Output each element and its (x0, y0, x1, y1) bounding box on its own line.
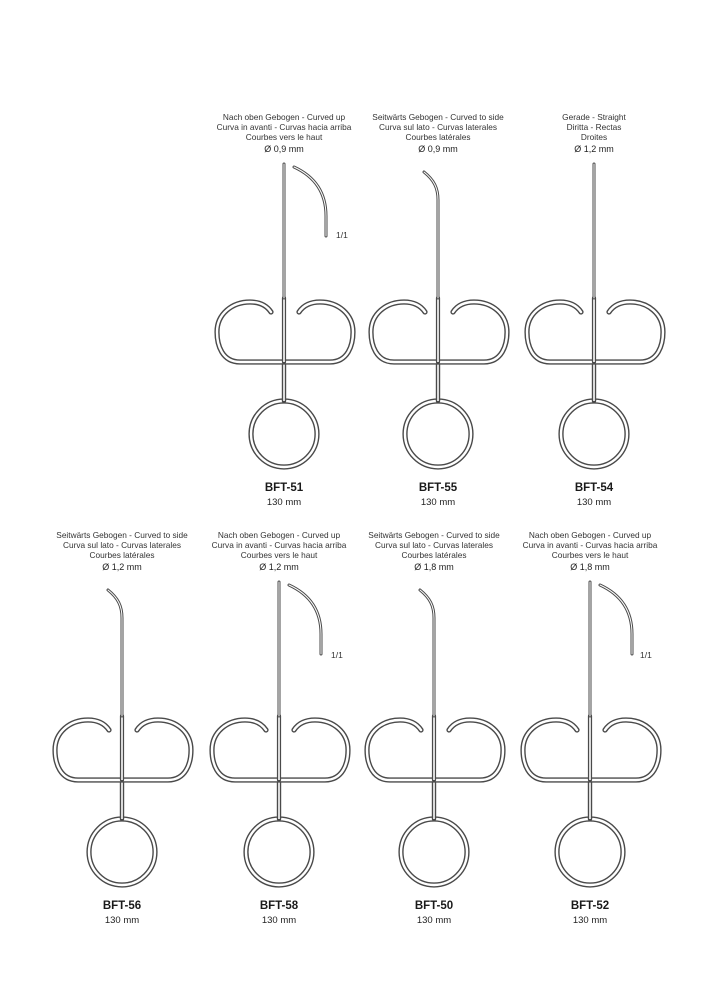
diameter-label: Ø 1,8 mm (570, 562, 610, 572)
diameter-label: Ø 1,2 mm (574, 144, 614, 154)
description-line: Nach oben Gebogen - Curved up (222, 112, 346, 122)
description-line: Seitwärts Gebogen - Curved to side (372, 112, 504, 122)
description-line: Seitwärts Gebogen - Curved to side (368, 530, 500, 540)
description-line: Courbes vers le haut (245, 132, 323, 143)
product-code: BFT-54 (574, 482, 614, 494)
product-length: 130 mm (420, 497, 456, 508)
diameter-label: Ø 1,2 mm (102, 562, 142, 572)
diameter-label: Ø 1,8 mm (414, 562, 454, 572)
product-code: BFT-56 (102, 900, 142, 912)
finger-ring-inner (557, 819, 623, 885)
probe-tip (420, 590, 434, 716)
description-line: Diritta - Rectas (566, 122, 622, 133)
diameter-label: Ø 0,9 mm (264, 144, 304, 154)
description-line: Nach oben Gebogen - Curved up (217, 530, 341, 540)
description-line: Droites (580, 132, 608, 143)
tip-detail-curve-inner (600, 585, 632, 654)
product-code: BFT-51 (264, 482, 304, 494)
description-line: Gerade - Straight (562, 112, 626, 122)
finger-ring-inner (89, 819, 155, 885)
description-line: Seitwärts Gebogen - Curved to side (56, 530, 188, 540)
scale-label: 1/1 (331, 650, 343, 660)
product-length: 130 mm (416, 915, 452, 926)
product-code: BFT-55 (418, 482, 458, 494)
probe-tip (108, 590, 122, 716)
product-length: 130 mm (576, 497, 612, 508)
diameter-label: Ø 0,9 mm (418, 144, 458, 154)
instrument-drawing (494, 112, 694, 472)
description-line: Curva sul lato - Curvas laterales (374, 540, 494, 551)
probe-tip (424, 172, 438, 298)
finger-ring-inner (561, 401, 627, 467)
description-line: Courbes vers le haut (240, 550, 318, 561)
description-line: Courbes latérales (405, 132, 471, 143)
product-length: 130 mm (104, 915, 140, 926)
product-length: 130 mm (266, 497, 302, 508)
description-line: Courbes latérales (401, 550, 467, 561)
description-line: Curva in avanti - Curvas hacia arriba (522, 540, 658, 551)
product-length: 130 mm (261, 915, 297, 926)
product-code: BFT-52 (570, 900, 610, 912)
finger-ring-inner (401, 819, 467, 885)
scale-label: 1/1 (336, 230, 348, 240)
finger-ring-inner (246, 819, 312, 885)
description-line: Courbes vers le haut (551, 550, 629, 561)
finger-ring-inner (251, 401, 317, 467)
description-line: Courbes latérales (89, 550, 155, 561)
description-line: Nach oben Gebogen - Curved up (528, 530, 652, 540)
description-line: Curva in avanti - Curvas hacia arriba (211, 540, 347, 551)
instrument-drawing (490, 530, 690, 890)
diameter-label: Ø 1,2 mm (259, 562, 299, 572)
product-code: BFT-50 (414, 900, 454, 912)
product-code: BFT-58 (259, 900, 299, 912)
description-line: Curva sul lato - Curvas laterales (62, 540, 182, 551)
scale-label: 1/1 (640, 650, 652, 660)
finger-ring-inner (405, 401, 471, 467)
tip-detail-curve-inner (289, 585, 321, 654)
tip-detail-curve-inner (294, 167, 326, 236)
product-length: 130 mm (572, 915, 608, 926)
description-line: Curva sul lato - Curvas laterales (378, 122, 498, 133)
description-line: Curva in avanti - Curvas hacia arriba (216, 122, 352, 133)
